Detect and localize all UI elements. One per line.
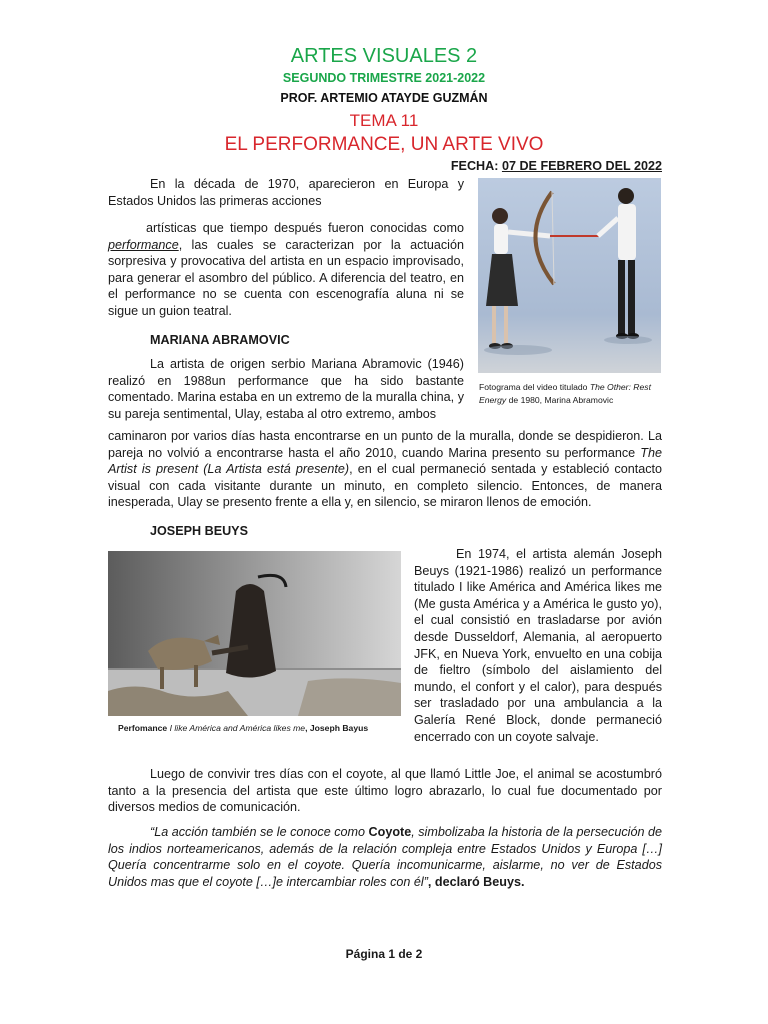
course-title: ARTES VISUALES 2 (290, 45, 478, 67)
intro-text-1: En la década de 1970, aparecieron en Europa y Estados Unidos las primeras acciones (108, 177, 464, 208)
beuys-quote (108, 824, 662, 890)
artist-present-title: The Artist is present (La Artista está presente) (108, 445, 662, 477)
performance-term: performance (108, 237, 179, 252)
abramovic-caption (479, 381, 663, 407)
abramovic-caption-a: Fotograma del video titulado (479, 382, 590, 392)
page-number: Página 1 de 2 (345, 947, 423, 961)
intro-text-2a: artísticas que tiempo después fueron conocidas como (146, 221, 464, 235)
abramovic-photo-illustration (478, 178, 661, 373)
beuys-quote-b: , simbolizaba la historia de la persecución de los indios norteamericanos, además de la relación compleja entre Estados Unidos y Europa […] Quería concentrarme solo en el coyote. Quería incomunicarme, aislarme, no ver de Estados Unidos mas que el coyote […]e intercambiar roles con él” (108, 825, 662, 889)
abramovic-heading: MARIANA ABRAMOVIC (150, 333, 290, 347)
abramovic-photo (478, 178, 661, 373)
topic-title: EL PERFORMANCE, UN ARTE VIVO (224, 134, 544, 155)
date-line (451, 158, 662, 174)
beuys-text-right: En 1974, el artista alemán Joseph Beuys (1921-1986) realizó un performance titulado I like América and América likes me (Me gusta América y a América le gusto yo), el cual consistió en trasladarse por avión desde Dusseldorf, Alemania, al aeropuerto JFK, en Nueva York, envuelto en una cobija de fieltro (símbolo del aislamiento del mundo, el confort y el calor), para después ser trasladado por una ambulancia a la Galería René Block, donde permaneció encerrado con un coyote salvaje. (414, 547, 662, 744)
intro-paragraph-2 (108, 220, 464, 320)
abramovic-caption-b: de 1980, Marina Abramovic (506, 395, 614, 405)
topic-number: TEMA 11 (349, 111, 419, 130)
date-label: FECHA: (450, 159, 499, 173)
abramovic-paragraph-narrow (108, 356, 464, 422)
intro-paragraph-1 (108, 176, 464, 209)
beuys-paragraph-right (414, 546, 662, 745)
abramovic-caption-title: The Other: Rest Energy (479, 382, 651, 405)
beuys-caption-a: Perfomance (118, 723, 170, 733)
beuys-caption-title: I like América and América likes me (169, 723, 306, 733)
abramovic-text-wide-a: caminaron por varios días hasta encontrarse en un punto de la muralla, donde se despidieron. La pareja no volvió a encontrarse hasta el año 2010, cuando Marina presento su performance (108, 429, 662, 460)
abramovic-text-narrow: La artista de origen serbio Mariana Abramovic (1946) realizó en 1988un performance que ha sido bastante comentado. Marina estaba en un extremo de la muralla china, y su pareja sentimental, Ulay, estaba al otro extremo, ambos (108, 357, 464, 421)
date-value: 07 DE FEBRERO DEL 2022 (501, 159, 662, 173)
beuys-caption-b: , Joseph Bayus (305, 723, 369, 733)
beuys-photo-illustration (108, 551, 401, 716)
intro-text-2b: , las cuales se caracterizan por la actuación sorpresiva y provocativa del artista en un espacio improvisado, para generar el asombro del público. A diferencia del teatro, en el performance no se cuenta con escenografía aluna ni se sigue un guion teatral. (108, 237, 464, 318)
beuys-heading: JOSEPH BEUYS (150, 524, 248, 538)
beuys-paragraph-after (108, 766, 662, 816)
abramovic-paragraph-wide (108, 428, 662, 511)
beuys-photo (108, 551, 401, 716)
abramovic-text-wide-b: , en el cual permaneció sentada y estableció contacto visual con cada visitante durante un minuto, en completo silencio. Entonces, de manera inesperada, Ulay se presento frente a ella y, en silencio, se miraron llenos de emoción. (108, 462, 663, 510)
term-subtitle: SEGUNDO TRIMESTRE 2021-2022 (282, 71, 486, 85)
beuys-quote-a: “La acción también se le conoce como (150, 825, 369, 839)
beuys-text-after: Luego de convivir tres días con el coyote, al que llamó Little Joe, el animal se acostumbró tanto a la presencia del artista que este último logro abrazarlo, lo cual fue documentado por diversos medios de comunicación. (108, 767, 662, 815)
beuys-quote-end: , declaró Beuys. (427, 874, 525, 889)
beuys-quote-coyote: Coyote (368, 825, 412, 839)
beuys-caption (118, 722, 408, 735)
professor-name: PROF. ARTEMIO ATAYDE GUZMÁN (280, 91, 488, 105)
